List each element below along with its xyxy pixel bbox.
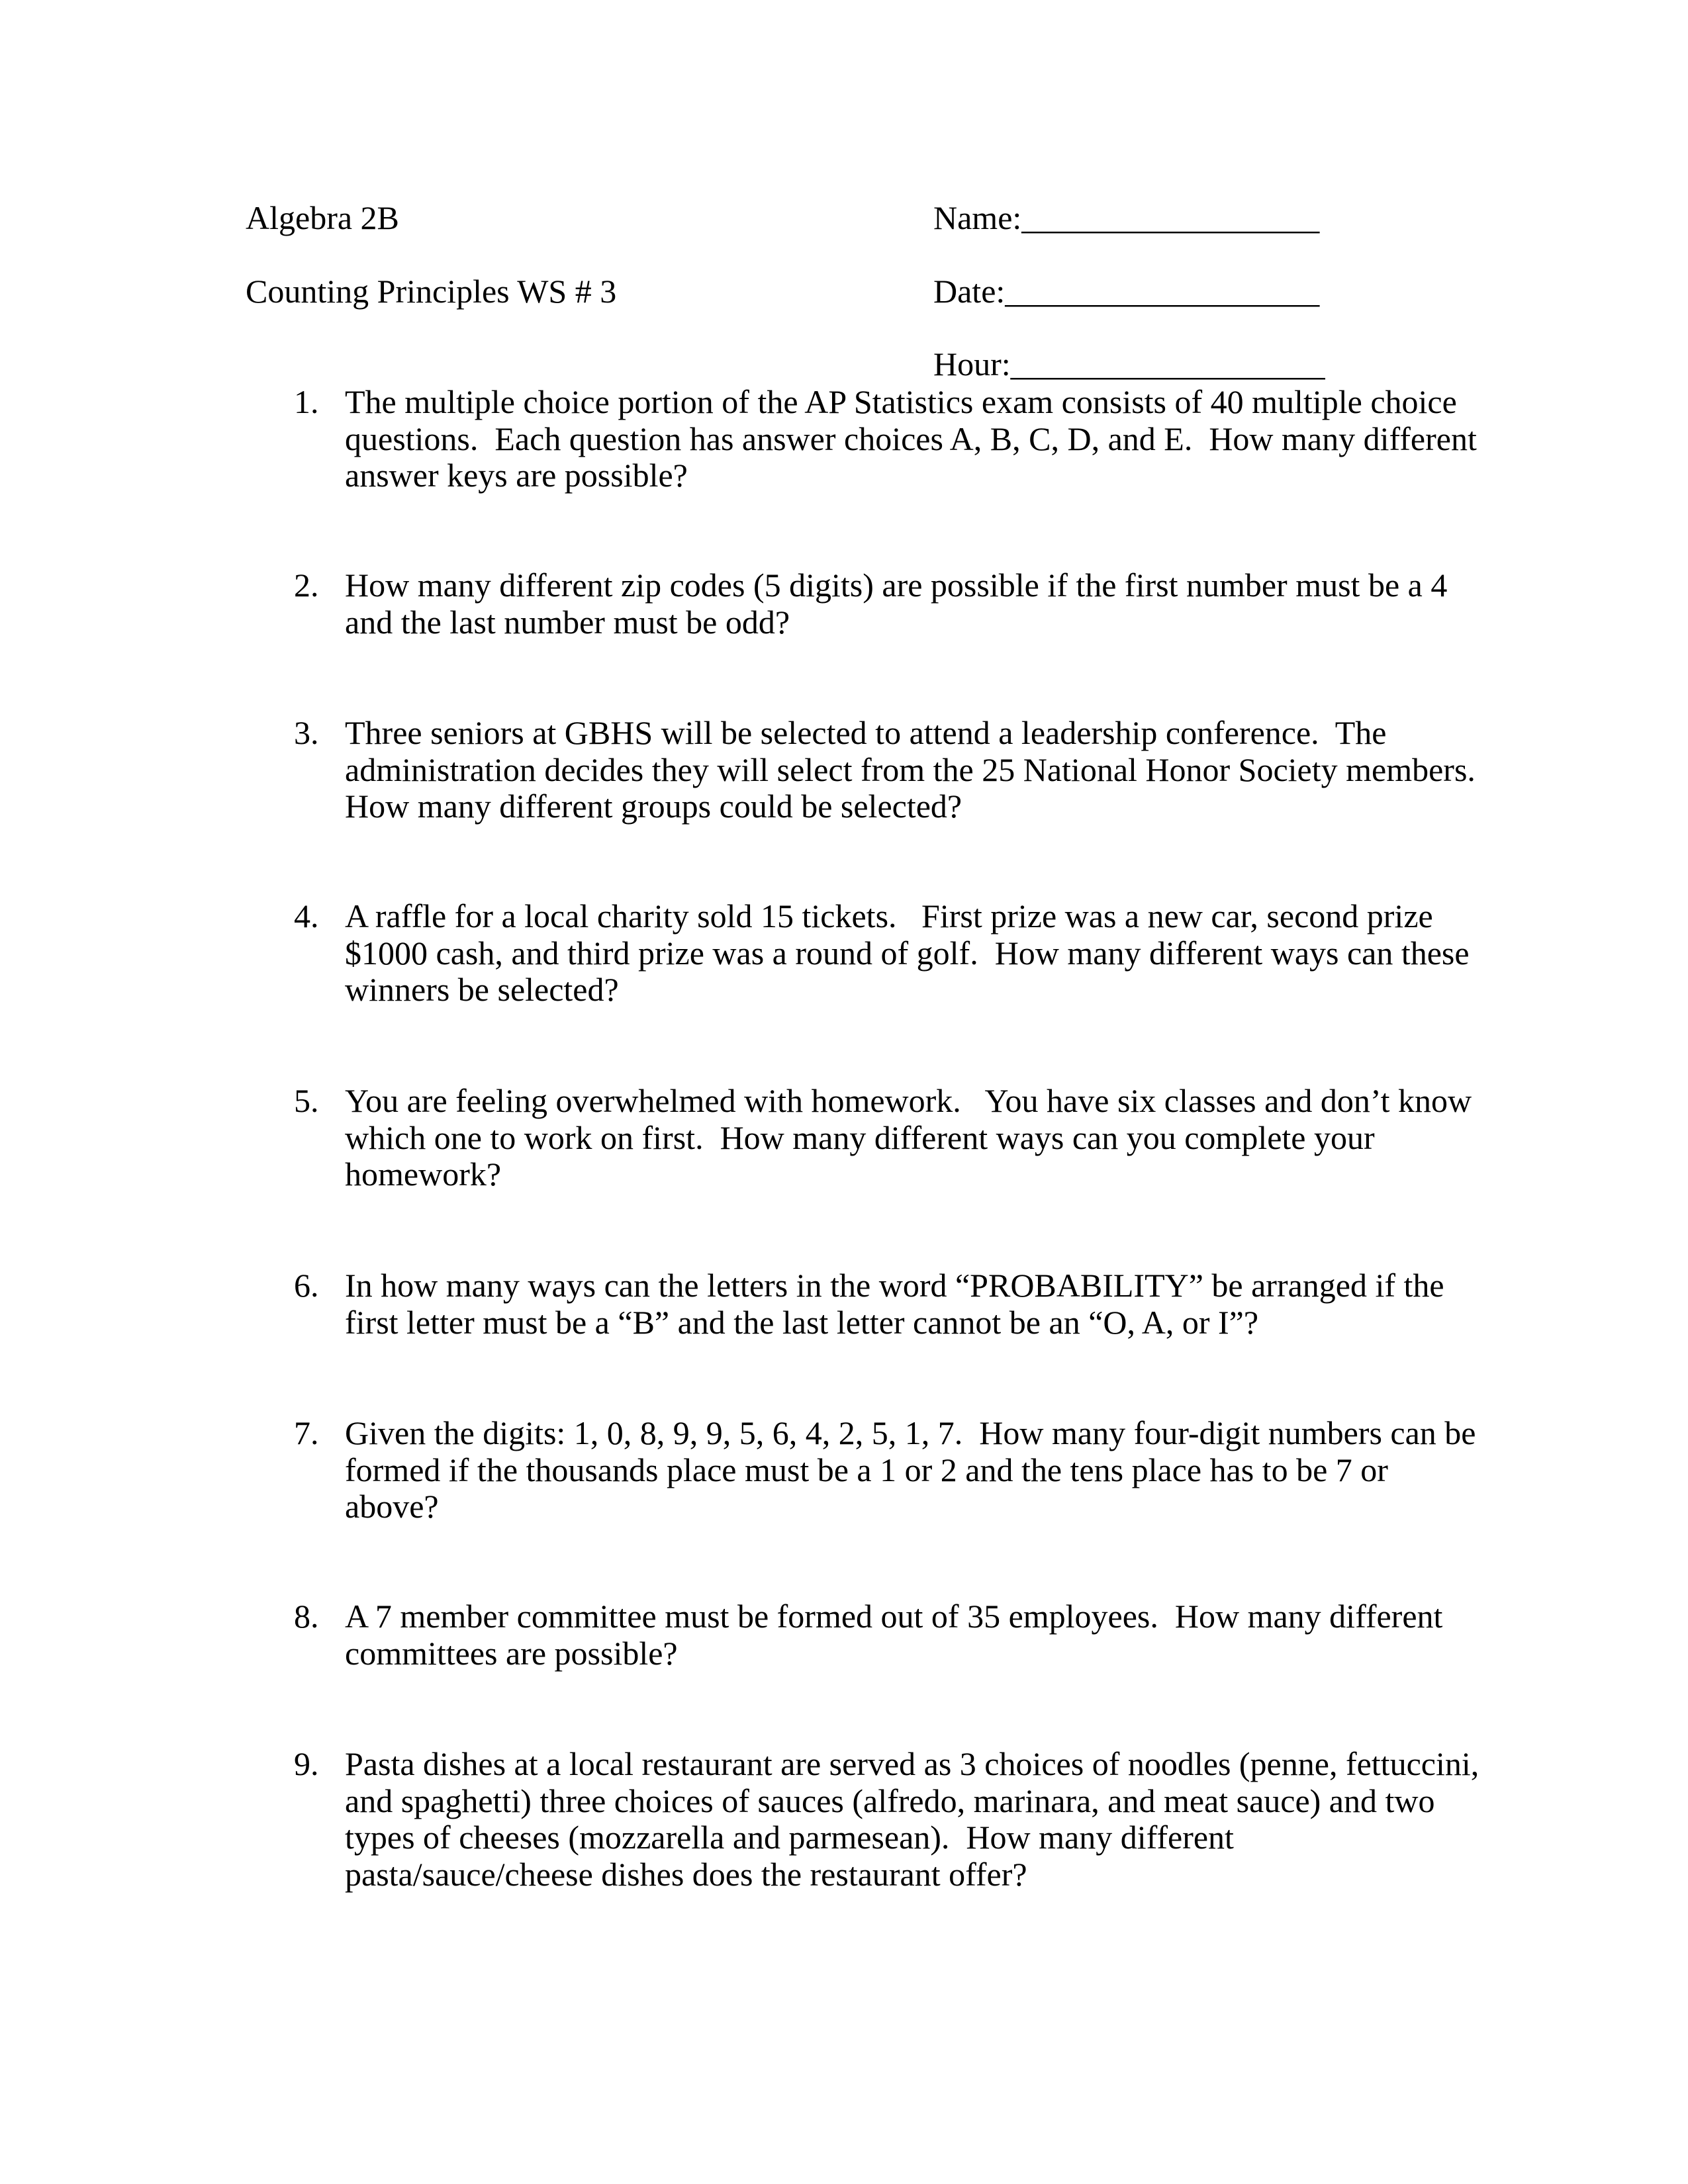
question-line: Given the digits: 1, 0, 8, 9, 9, 5, 6, 4, 2, 5, 1, 7. How many four-digit numbers can be: [345, 1414, 1476, 1451]
question-line: committees are possible?: [345, 1634, 678, 1672]
question-text: [345, 898, 1470, 1009]
question-text: [345, 1083, 1472, 1193]
question-text: [345, 1415, 1476, 1525]
question-number: 3.: [294, 714, 319, 751]
question-number: 8.: [294, 1598, 319, 1635]
question-number: 5.: [294, 1082, 319, 1119]
course-title: Algebra 2B: [246, 199, 399, 236]
question-line: You are feeling overwhelmed with homework. You have six classes and don’t know: [345, 1082, 1472, 1119]
question-line: How many different groups could be selected?: [345, 788, 962, 825]
question-text: [345, 715, 1476, 825]
question-line: In how many ways can the letters in the word “PROBABILITY” be arranged if the: [345, 1267, 1444, 1304]
question-line: above?: [345, 1488, 439, 1525]
question-line: pasta/sauce/cheese dishes does the restaurant offer?: [345, 1855, 1027, 1893]
question-line: answer keys are possible?: [345, 457, 688, 494]
question-text: [345, 1746, 1479, 1893]
question-line: types of cheeses (mozzarella and parmesean). How many different: [345, 1819, 1234, 1856]
question-line: A raffle for a local charity sold 15 tickets. First prize was a new car, second prize: [345, 897, 1433, 934]
question-line: A 7 member committee must be formed out of 35 employees. How many different: [345, 1598, 1443, 1635]
question-line: How many different zip codes (5 digits) are possible if the first number must be a 4: [345, 567, 1448, 604]
question-line: which one to work on first. How many different ways can you complete your: [345, 1118, 1375, 1156]
question-line: first letter must be a “B” and the last letter cannot be an “O, A, or I”?: [345, 1303, 1259, 1341]
question-number: 4.: [294, 897, 319, 934]
question-line: formed if the thousands place must be a 1 or 2 and the tens place has to be 7 or: [345, 1451, 1388, 1488]
question-line: administration decides they will select from the 25 National Honor Society members.: [345, 751, 1476, 788]
question-line: winners be selected?: [345, 971, 619, 1009]
question-number: 7.: [294, 1414, 319, 1451]
name-field[interactable]: Name:__________________: [933, 199, 1320, 236]
hour-field[interactable]: Hour:___________________: [933, 345, 1325, 383]
question-line: Pasta dishes at a local restaurant are served as 3 choices of noodles (penne, fettuccini,: [345, 1745, 1479, 1782]
question-line: Three seniors at GBHS will be selected to attend a leadership conference. The: [345, 714, 1387, 751]
question-line: and spaghetti) three choices of sauces (alfredo, marinara, and meat sauce) and two: [345, 1782, 1435, 1819]
worksheet-title: Counting Principles WS # 3: [246, 273, 617, 310]
question-text: [345, 1267, 1444, 1341]
question-line: and the last number must be odd?: [345, 603, 790, 641]
question-text: [345, 567, 1447, 641]
question-text: [345, 1598, 1442, 1672]
question-number: 6.: [294, 1267, 319, 1304]
question-line: $1000 cash, and third prize was a round of golf. How many different ways can these: [345, 934, 1470, 972]
date-field[interactable]: Date:___________________: [933, 273, 1320, 310]
question-text: [345, 384, 1477, 494]
question-line: homework?: [345, 1156, 502, 1193]
question-line: The multiple choice portion of the AP Statistics exam consists of 40 multiple choice: [345, 383, 1457, 420]
question-number: 1.: [294, 383, 319, 420]
question-line: questions. Each question has answer choices A, B, C, D, and E. How many different: [345, 420, 1477, 457]
question-number: 9.: [294, 1745, 319, 1782]
question-number: 2.: [294, 567, 319, 604]
